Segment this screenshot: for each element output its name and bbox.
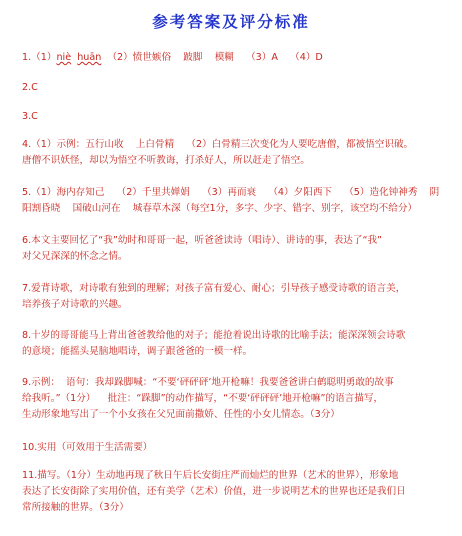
answer-9 xyxy=(22,375,452,423)
answer-1 xyxy=(22,50,452,66)
answer-line: 对父兄深深的怀念之情。 xyxy=(22,251,128,262)
answer-line: 10.实用（可效用于生活需要） xyxy=(22,442,153,453)
answer-line: 培养孩子对诗歌的兴趣。 xyxy=(22,299,128,310)
answer-3 xyxy=(22,109,452,125)
answer-line: 4.（1）示例：五行山收 上白骨精 （2）白骨精三次变化为人要吃唐僧，都被悟空识破。 xyxy=(22,139,414,150)
answer-line: 7.爱背诗歌，对诗歌有独到的理解；对孩子富有爱心、耐心；引导孩子感受诗歌的语言美， xyxy=(22,283,406,294)
answer-6 xyxy=(22,233,452,265)
pinyin-1: niè xyxy=(56,52,72,63)
answer-4 xyxy=(22,137,452,169)
page-title: 参考答案及评分标准 xyxy=(152,13,310,31)
answer-line: 的意境；能摇头晃脑地唱诗，调子跟爸爸的一模一样。 xyxy=(22,346,253,357)
answer-7 xyxy=(22,281,452,313)
answer-line: 8.十岁的哥哥能马上背出爸爸教给他的对子；能抢着说出诗歌的比喻手法；能深深领会诗歌 xyxy=(22,330,406,341)
answer-line: 11.描写。（1分）生动地再现了秋日午后长安街庄严而灿烂的世界（艺术的世界），形象地 xyxy=(22,470,399,481)
answer-11 xyxy=(22,468,452,516)
answer-line: 6.本文主要回忆了“我”幼时和哥哥一起，听爸爸读诗（唱诗）、讲诗的事，表达了“我” xyxy=(22,235,383,246)
answer-line: 2.C xyxy=(22,82,38,93)
answer-line: 生动形象地写出了一个小女孩在父兄面前撒娇、任性的小女儿情态。（3分） xyxy=(22,409,340,420)
answer-8 xyxy=(22,328,452,360)
answer-5 xyxy=(22,185,452,217)
answer-2 xyxy=(22,80,452,96)
answer-line: 5.（1）海内存知己 （2）千里共婵娟 （3）再而衰 （4）夕阳西下 （5）造化钟神秀 阴 xyxy=(22,187,440,198)
answer-1-rest: （2）愤世嫉俗 跛脚 模糊 （3）A （4）D xyxy=(101,52,323,63)
answer-line: 阳割昏晓 国破山河在 城春草木深（每空1分，多字、少字、错字、别字，该空均不给分） xyxy=(22,203,418,214)
answer-line: 给我听。”（1分） 批注：“跺脚”的动作描写，“不要‘砰砰砰’地开枪嘛”的语言描写， xyxy=(22,393,384,404)
answer-10 xyxy=(22,440,452,456)
answer-line: 3.C xyxy=(22,111,38,122)
answer-line: 唐僧不识妖怪，却以为悟空不听教诲，打杀好人，所以赶走了悟空。 xyxy=(22,155,310,166)
answer-line: 9.示例： 语句：我却跺脚喊：“不要‘砰砰砰’地开枪嘛！我要爸爸讲白鹤聪明勇敢的故事 xyxy=(22,377,394,388)
answer-1-prefix: 1.（1） xyxy=(22,52,57,63)
pinyin-2: huān xyxy=(77,52,102,63)
answer-line: 表达了长安街除了实用价值，还有美学（艺术）价值，进一步说明艺术的世界也还是我们日 xyxy=(22,486,406,497)
answer-line: 常所接触的世界。（3分） xyxy=(22,502,129,513)
